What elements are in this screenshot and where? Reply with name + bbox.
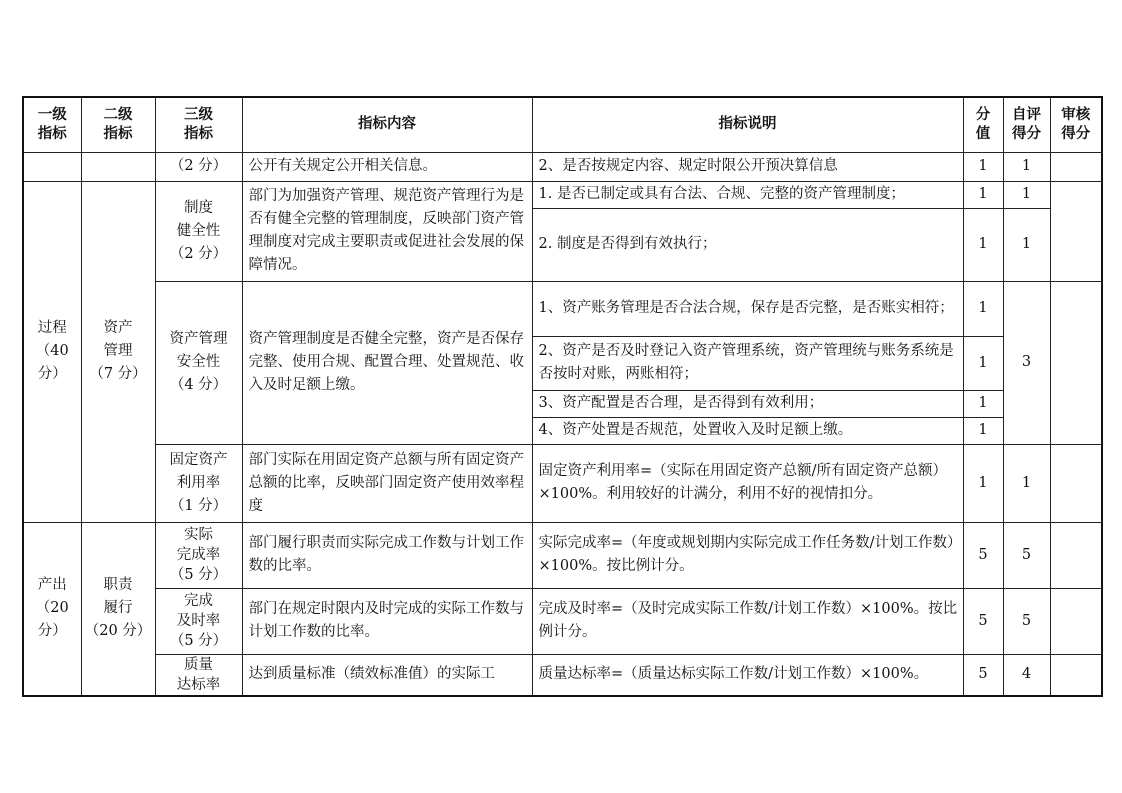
level1-process: 过程 （40 分） (23, 181, 81, 522)
audit-score-cell (1050, 152, 1102, 181)
level3-timeliness-rate: 完成 及时率 （5 分） (155, 588, 242, 654)
audit-score-cell (1050, 654, 1102, 696)
header-score: 分 值 (963, 97, 1003, 152)
score-cell: 1 (963, 181, 1003, 208)
self-score-cell: 5 (1003, 588, 1050, 654)
score-cell: 1 (963, 152, 1003, 181)
content-cell: 部门在规定时限内及时完成的实际工作数与计划工作数的比率。 (242, 588, 532, 654)
audit-score-cell (1050, 281, 1102, 444)
header-content: 指标内容 (242, 97, 532, 152)
table-row (23, 444, 1102, 522)
level3-completion-rate: 实际 完成率 （5 分） (155, 522, 242, 588)
table-row (23, 152, 1102, 181)
self-score-cell: 1 (1003, 444, 1050, 522)
audit-score-cell (1050, 444, 1102, 522)
score-cell: 1 (963, 417, 1003, 444)
self-score-cell: 4 (1003, 654, 1050, 696)
level2-asset-management: 资产 管理 （7 分） (81, 181, 155, 522)
description-cell: 质量达标率=（质量达标实际工作数/计划工作数）×100%。 (532, 654, 963, 696)
score-cell: 5 (963, 588, 1003, 654)
header-audit-score: 审核 得分 (1050, 97, 1102, 152)
description-cell: 3、资产配置是否合理，是否得到有效利用； (532, 390, 963, 417)
content-cell: 资产管理制度是否健全完整，资产是否保存完整、使用合规、配置合理、处置规范、收入及时足额上缴。 (242, 281, 532, 444)
table-row (23, 281, 1102, 336)
description-cell: 实际完成率=（年度或规划期内实际完成工作任务数/计划工作数）×100%。按比例计分。 (532, 522, 963, 588)
level1-output: 产出 （20 分） (23, 522, 81, 696)
table-row (23, 181, 1102, 208)
description-cell: 固定资产利用率=（实际在用固定资产总额/所有固定资产总额）×100%。利用较好的计满分，利用不好的视情扣分。 (532, 444, 963, 522)
score-cell: 1 (963, 390, 1003, 417)
self-score-cell: 5 (1003, 522, 1050, 588)
content-cell: 部门履行职责而实际完成工作数与计划工作数的比率。 (242, 522, 532, 588)
audit-score-cell (1050, 588, 1102, 654)
audit-score-cell (1050, 522, 1102, 588)
content-cell: 部门为加强资产管理、规范资产管理行为是否有健全完整的管理制度，反映部门资产管理制度对完成主要职责或促进社会发展的保障情况。 (242, 181, 532, 281)
table-row (23, 522, 1102, 588)
self-score-cell: 1 (1003, 152, 1050, 181)
table-row (23, 654, 1102, 696)
description-cell: 完成及时率=（及时完成实际工作数/计划工作数）×100%。按比例计分。 (532, 588, 963, 654)
header-row (23, 97, 1102, 152)
score-cell: 1 (963, 208, 1003, 281)
level3-fixed-asset-utilization: 固定资产 利用率 （1 分） (155, 444, 242, 522)
level1-cell (23, 152, 81, 181)
description-cell: 2. 制度是否得到有效执行； (532, 208, 963, 281)
description-cell: 2、是否按规定内容、规定时限公开预决算信息 (532, 152, 963, 181)
description-cell: 1. 是否已制定或具有合法、合规、完整的资产管理制度； (532, 181, 963, 208)
level2-cell (81, 152, 155, 181)
self-score-cell: 3 (1003, 281, 1050, 444)
score-cell: 5 (963, 654, 1003, 696)
level3-asset-safety: 资产管理 安全性 （4 分） (155, 281, 242, 444)
evaluation-table (22, 96, 1103, 697)
description-cell: 1、资产账务管理是否合法合规，保存是否完整，是否账实相符； (532, 281, 963, 336)
score-cell: 1 (963, 336, 1003, 390)
level3-cell: （2 分） (155, 152, 242, 181)
level3-quality-rate: 质量 达标率 (155, 654, 242, 696)
content-cell: 部门实际在用固定资产总额与所有固定资产总额的比率，反映部门固定资产使用效率程度 (242, 444, 532, 522)
self-score-cell: 1 (1003, 208, 1050, 281)
level3-system-soundness: 制度 健全性 （2 分） (155, 181, 242, 281)
content-cell: 公开有关规定公开相关信息。 (242, 152, 532, 181)
score-cell: 1 (963, 444, 1003, 522)
table-row (23, 588, 1102, 654)
audit-score-cell (1050, 181, 1102, 281)
level2-duty-performance: 职责 履行 （20 分） (81, 522, 155, 696)
header-self-score: 自评 得分 (1003, 97, 1050, 152)
header-level2: 二级 指标 (81, 97, 155, 152)
description-cell: 4、资产处置是否规范，处置收入及时足额上缴。 (532, 417, 963, 444)
header-level3: 三级 指标 (155, 97, 242, 152)
self-score-cell: 1 (1003, 181, 1050, 208)
header-description: 指标说明 (532, 97, 963, 152)
score-cell: 1 (963, 281, 1003, 336)
content-cell: 达到质量标准（绩效标准值）的实际工 (242, 654, 532, 696)
header-level1: 一级 指标 (23, 97, 81, 152)
description-cell: 2、资产是否及时登记入资产管理系统，资产管理统与账务系统是否按时对账，两账相符； (532, 336, 963, 390)
score-cell: 5 (963, 522, 1003, 588)
